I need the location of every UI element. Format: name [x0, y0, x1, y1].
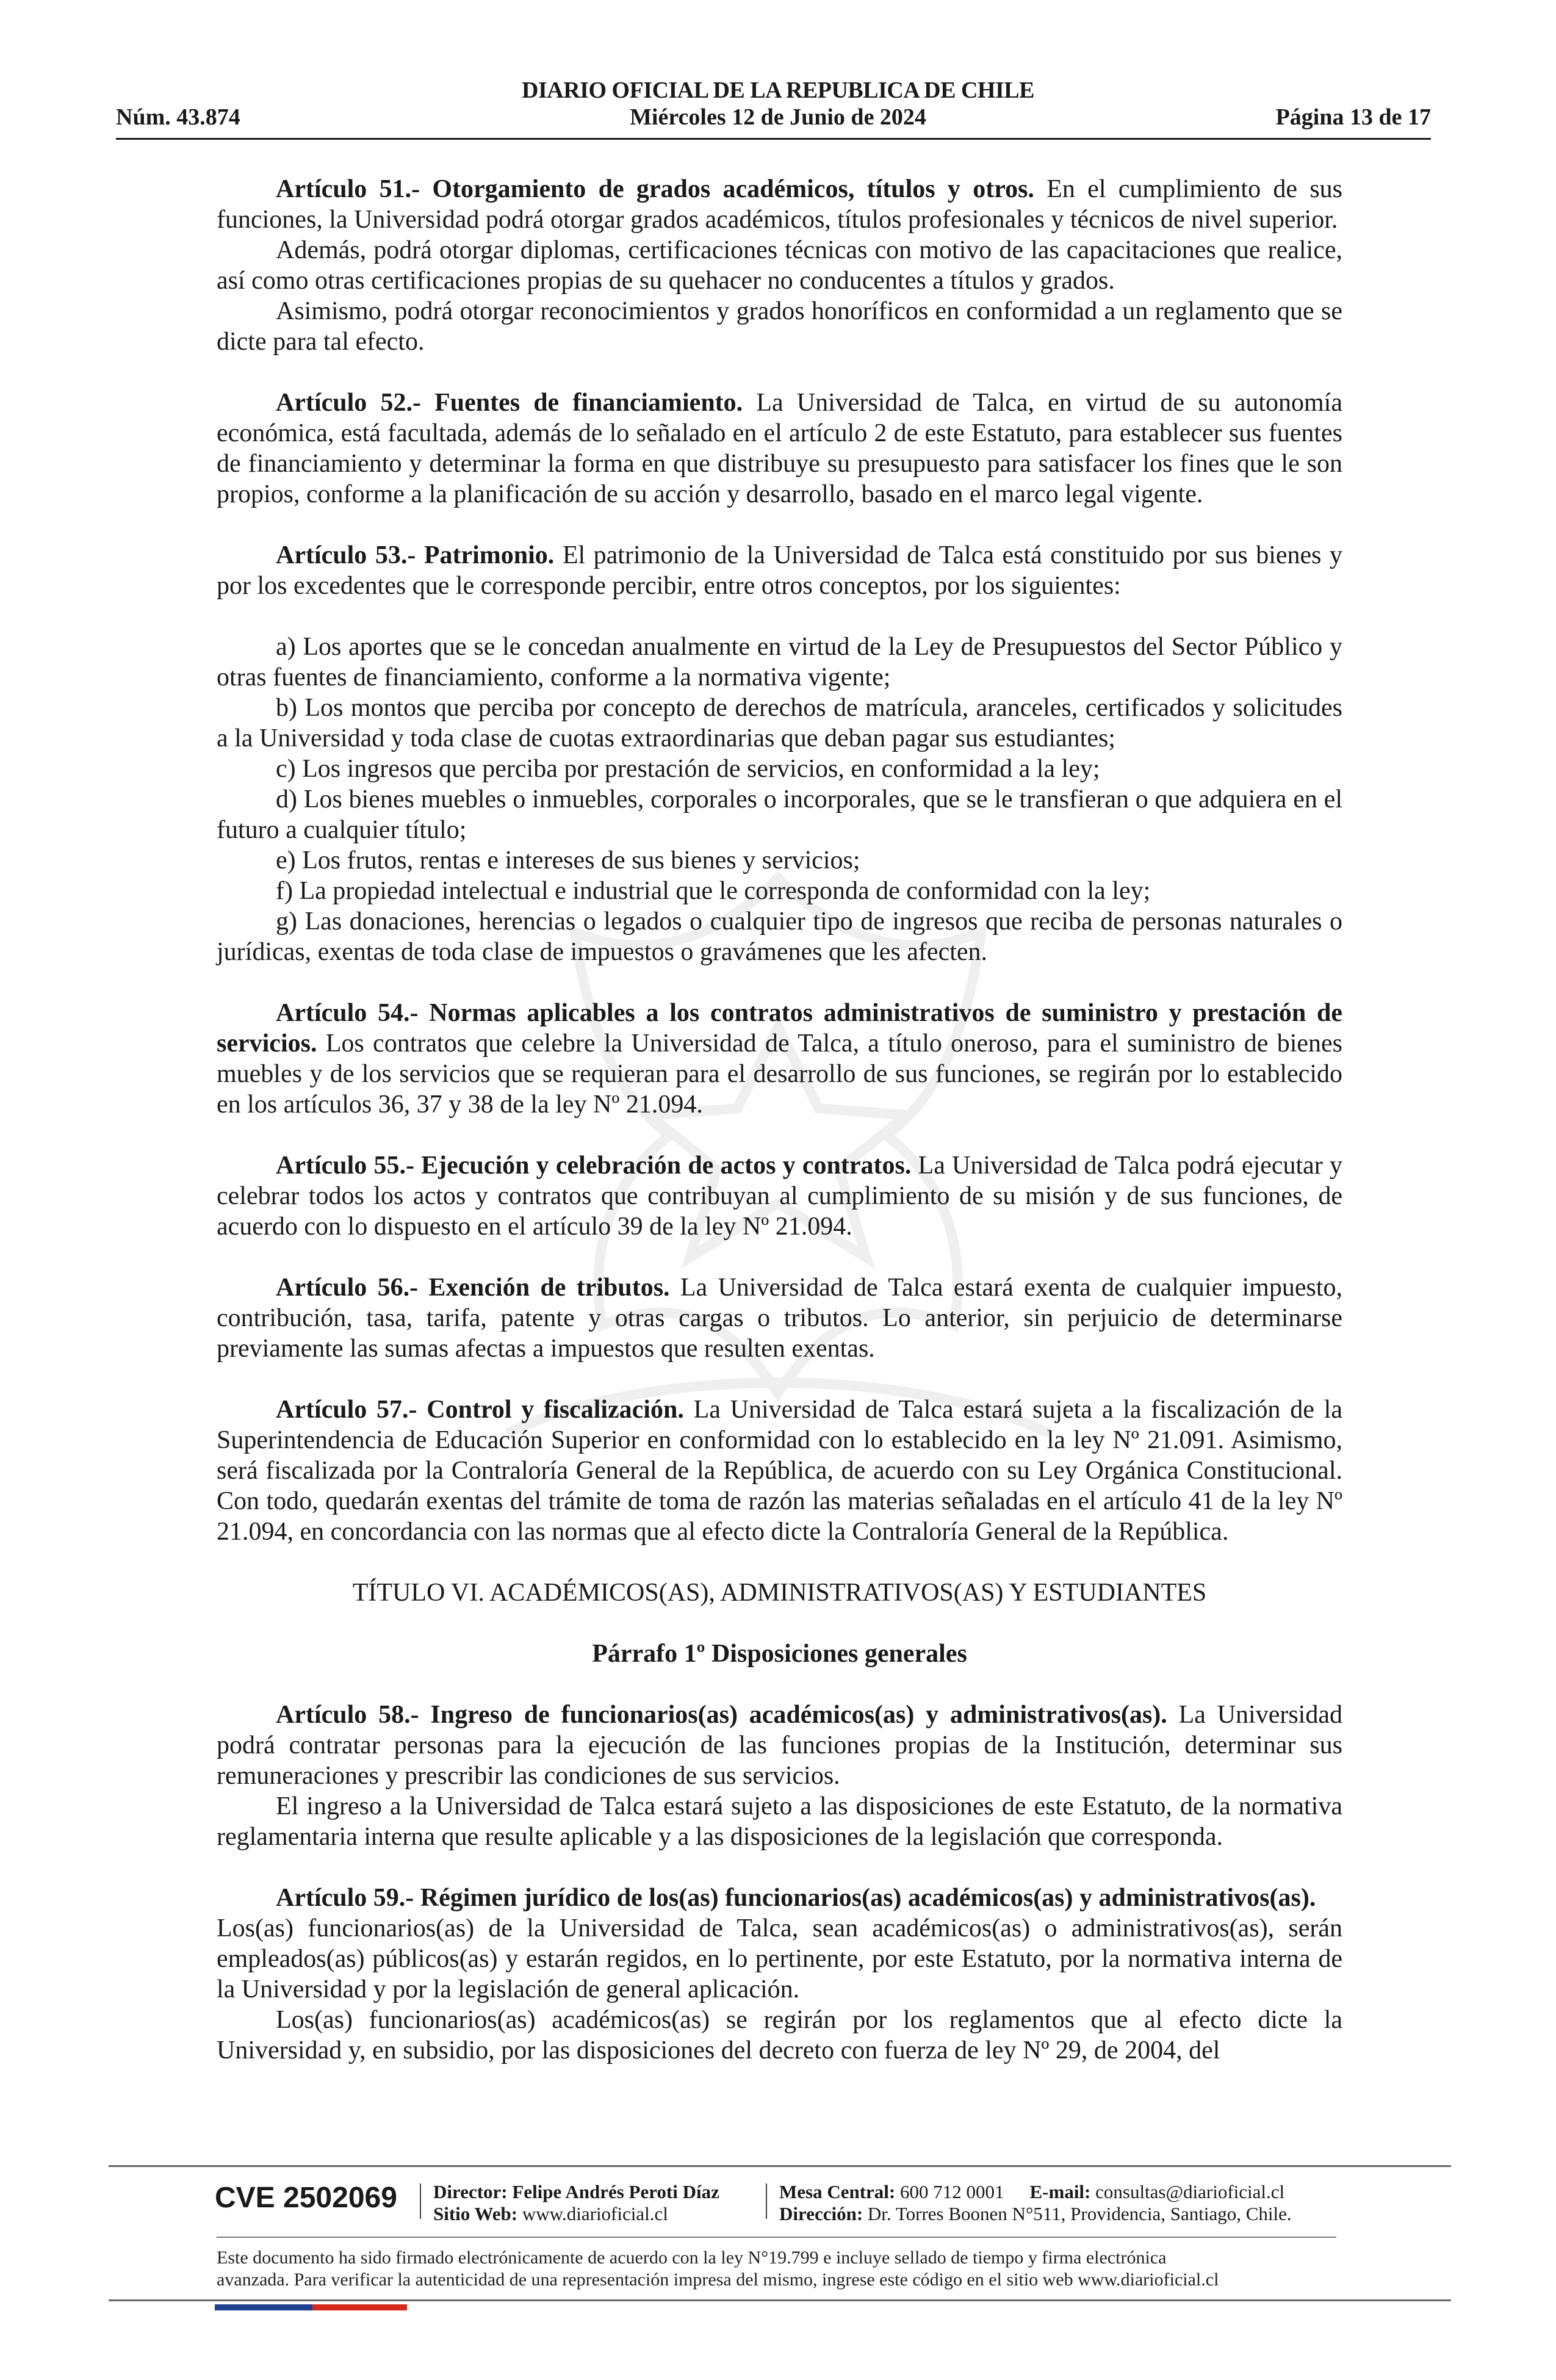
footer-contact-block: [779, 2181, 1292, 2225]
article-56-title: Artículo 56.- Exención de tributos.: [276, 1274, 670, 1302]
article-59-title-line: [217, 1883, 1342, 1913]
list-item: e) Los frutos, rentas e intereses de sus bienes y servicios;: [276, 846, 860, 874]
website-label: Sitio Web:: [433, 2203, 518, 2224]
list-item: d) Los bienes muebles o inmuebles, corporales o incorporales, que se le transfieran o que adquiera en el futuro a cualquier título;: [217, 785, 1342, 844]
article-58: [217, 1700, 1342, 1791]
article-54-text: Los contratos que celebre la Universidad de Talca, a título oneroso, para el suministro de bienes muebles y de los servicios que se requieran para el desarrollo de sus funciones, se regirán por lo establecido en los artículos 36, 37 y 38 de la ley Nº 21.094.: [217, 1030, 1342, 1119]
footer-divider-mid: [217, 2237, 1336, 2238]
article-51-title: Artículo 51.- Otorgamiento de grados académicos, títulos y otros.: [276, 175, 1034, 203]
article-57-title: Artículo 57.- Control y fiscalización.: [276, 1396, 684, 1424]
article-54-title: Artículo 54.- Normas aplicables a los contratos administrativos de suministro y prestación de servicios.: [217, 999, 1342, 1058]
footer-director-block: [433, 2181, 719, 2225]
signature-note-line: avanzada. Para verificar la autenticidad de una representación impresa del mismo, ingrese este código en el sitio web www.diarioficial.cl: [217, 2270, 1219, 2290]
article-56-text: La Universidad de Talca estará exenta de cualquier impuesto, contribución, tasa, tarifa, patente y otras cargas o tributos. Lo anterior, sin perjuicio de determinarse previamente las sumas afectas a impuestos que resulten exentas.: [217, 1274, 1342, 1363]
document-body: [217, 174, 1342, 2066]
article-55-title: Artículo 55.- Ejecución y celebración de actos y contratos.: [276, 1152, 912, 1180]
website-link[interactable]: www.diarioficial.cl: [522, 2203, 668, 2224]
article-59-title: Artículo 59.- Régimen jurídico de los(as) funcionarios(as) académicos(as) y administrativos(as).: [276, 1884, 1316, 1912]
cve-code: CVE 2502069: [215, 2182, 397, 2214]
article-51-text: En el cumplimiento de sus funciones, la Universidad podrá otorgar grados académicos, títulos profesionales y técnicos de nivel superior.: [217, 175, 1343, 234]
footer-divider-bottom: [109, 2299, 1451, 2301]
article-52-text: La Universidad de Talca, en virtud de su autonomía económica, está facultada, además de lo señalado en el artículo 2 de este Estatuto, para establecer sus fuentes de financiamiento y determinar la forma en que distribuye su presupuesto para satisfacer los fines que le son propios, conforme a la planificación de su acción y desarrollo, basado en el marco legal vigente.: [217, 389, 1342, 508]
email-label: E-mail:: [1029, 2181, 1091, 2202]
address-label: Dirección:: [779, 2203, 863, 2224]
footer-divider-top: [109, 2165, 1451, 2167]
article-51-paragraph-3: Asimismo, podrá otorgar reconocimientos y grados honoríficos en conformidad a un reglamento que se dicte para tal efecto.: [217, 297, 1342, 356]
list-item: g) Las donaciones, herencias o legados o cualquier tipo de ingresos que reciba de personas naturales o jurídicas, exentas de toda clase de impuestos o gravámenes que les afecten.: [217, 907, 1342, 966]
director-name: Felipe Andrés Peroti Díaz: [512, 2181, 719, 2202]
flag-stripe-red: [312, 2304, 407, 2310]
page-indicator: Página 13 de 17: [1275, 104, 1431, 130]
article-55-text: La Universidad de Talca podrá ejecutar y celebrar todos los actos y contratos que contribuyan al cumplimiento de su misión y de sus funciones, de acuerdo con lo dispuesto en el artículo 39 de la ley Nº 21.094.: [217, 1152, 1342, 1241]
article-58-title: Artículo 58.- Ingreso de funcionarios(as) académicos(as) y administrativos(as).: [276, 1701, 1167, 1729]
article-51: [217, 174, 1342, 235]
article-53-text: El patrimonio de la Universidad de Talca está constituido por sus bienes y por los excedentes que le corresponde percibir, entre otros conceptos, por los siguientes:: [217, 541, 1343, 600]
article-57: [217, 1394, 1342, 1547]
article-53-title: Artículo 53.- Patrimonio.: [276, 541, 555, 569]
list-item: f) La propiedad intelectual e industrial que le corresponda de conformidad con la ley;: [276, 877, 1151, 905]
article-59-paragraph-2: Los(as) funcionarios(as) académicos(as) se regirán por los reglamentos que al efecto dicte la Universidad y, en subsidio, por las disposiciones del decreto con fuerza de ley Nº 29, de 2004, del: [217, 2006, 1342, 2064]
email-link[interactable]: consultas@diarioficial.cl: [1095, 2181, 1285, 2202]
issue-number: Núm. 43.874: [116, 104, 240, 130]
director-label: Director:: [433, 2181, 508, 2202]
article-58-paragraph-2: El ingreso a la Universidad de Talca estará sujeto a las disposiciones de este Estatuto, de la normativa reglamentaria interna que resulte aplicable y a las disposiciones de la legislación que corresponda.: [217, 1792, 1342, 1851]
list-item: a) Los aportes que se le concedan anualmente en virtud de la Ley de Presupuestos del Sector Público y otras fuentes de financiamiento, conforme a la normativa vigente;: [217, 633, 1342, 691]
article-51-paragraph-2: Además, podrá otorgar diplomas, certificaciones técnicas con motivo de las capacitaciones que realice, así como otras certificaciones propias de su quehacer no conducentes a títulos y grados.: [217, 236, 1342, 295]
publication-title: DIARIO OFICIAL DE LA REPUBLICA DE CHILE: [522, 78, 1034, 103]
flag-stripe-blue: [215, 2304, 312, 2310]
article-53: [217, 540, 1342, 601]
mesa-phone: 600 712 0001: [900, 2181, 1004, 2202]
signature-note-line: Este documento ha sido firmado electrónicamente de acuerdo con la ley N°19.799 e incluye sellado de tiempo y firma electrónica: [217, 2248, 1167, 2268]
footer-separator: [766, 2183, 767, 2219]
article-57-text: La Universidad de Talca estará sujeta a la fiscalización de la Superintendencia de Educación Superior en conformidad con lo establecido en la ley Nº 21.091. Asimismo, será fiscalizada por la Contraloría General de la República, de acuerdo con su Ley Orgánica Constitucional. Con todo, quedarán exentas del trámite de toma de razón las materias señaladas en el artículo 41 de la ley Nº 21.094, en concordancia con las normas que al efecto dicte la Contraloría General de la República.: [217, 1396, 1342, 1546]
mesa-label: Mesa Central:: [779, 2181, 896, 2202]
address-text: Dr. Torres Boonen N°511, Providencia, Santiago, Chile.: [867, 2203, 1292, 2224]
list-item: c) Los ingresos que perciba por prestación de servicios, en conformidad a la ley;: [276, 755, 1100, 783]
article-55: [217, 1150, 1342, 1242]
footer-separator: [420, 2183, 421, 2219]
issue-date: Miércoles 12 de Junio de 2024: [630, 104, 926, 130]
article-59-paragraph-1: Los(as) funcionarios(as) de la Universidad de Talca, sean académicos(as) o administrativos(as), serán empleados(as) públicos(as) y estarán regidos, en lo pertinente, por este Estatuto, por la normativa interna de la Universidad y por la legislación de general aplicación.: [217, 1914, 1342, 2003]
article-58-text: La Universidad podrá contratar personas para la ejecución de las funciones propias de la Institución, determinar sus remuneraciones y prescribir las condiciones de sus servicios.: [217, 1701, 1342, 1790]
header-divider: [116, 138, 1431, 140]
list-item: b) Los montos que perciba por concepto de derechos de matrícula, aranceles, certificados y solicitudes a la Universidad y toda clase de cuotas extraordinarias que deban pagar sus estudiantes;: [217, 694, 1342, 752]
signature-note: [217, 2247, 1339, 2291]
paragraph-heading: Párrafo 1º Disposiciones generales: [592, 1640, 967, 1668]
article-52: [217, 388, 1342, 510]
article-52-title: Artículo 52.- Fuentes de financiamiento.: [276, 389, 743, 417]
article-56: [217, 1272, 1342, 1364]
section-title: TÍTULO VI. ACADÉMICOS(AS), ADMINISTRATIVOS(AS) Y ESTUDIANTES: [352, 1579, 1207, 1607]
article-54: [217, 998, 1342, 1120]
